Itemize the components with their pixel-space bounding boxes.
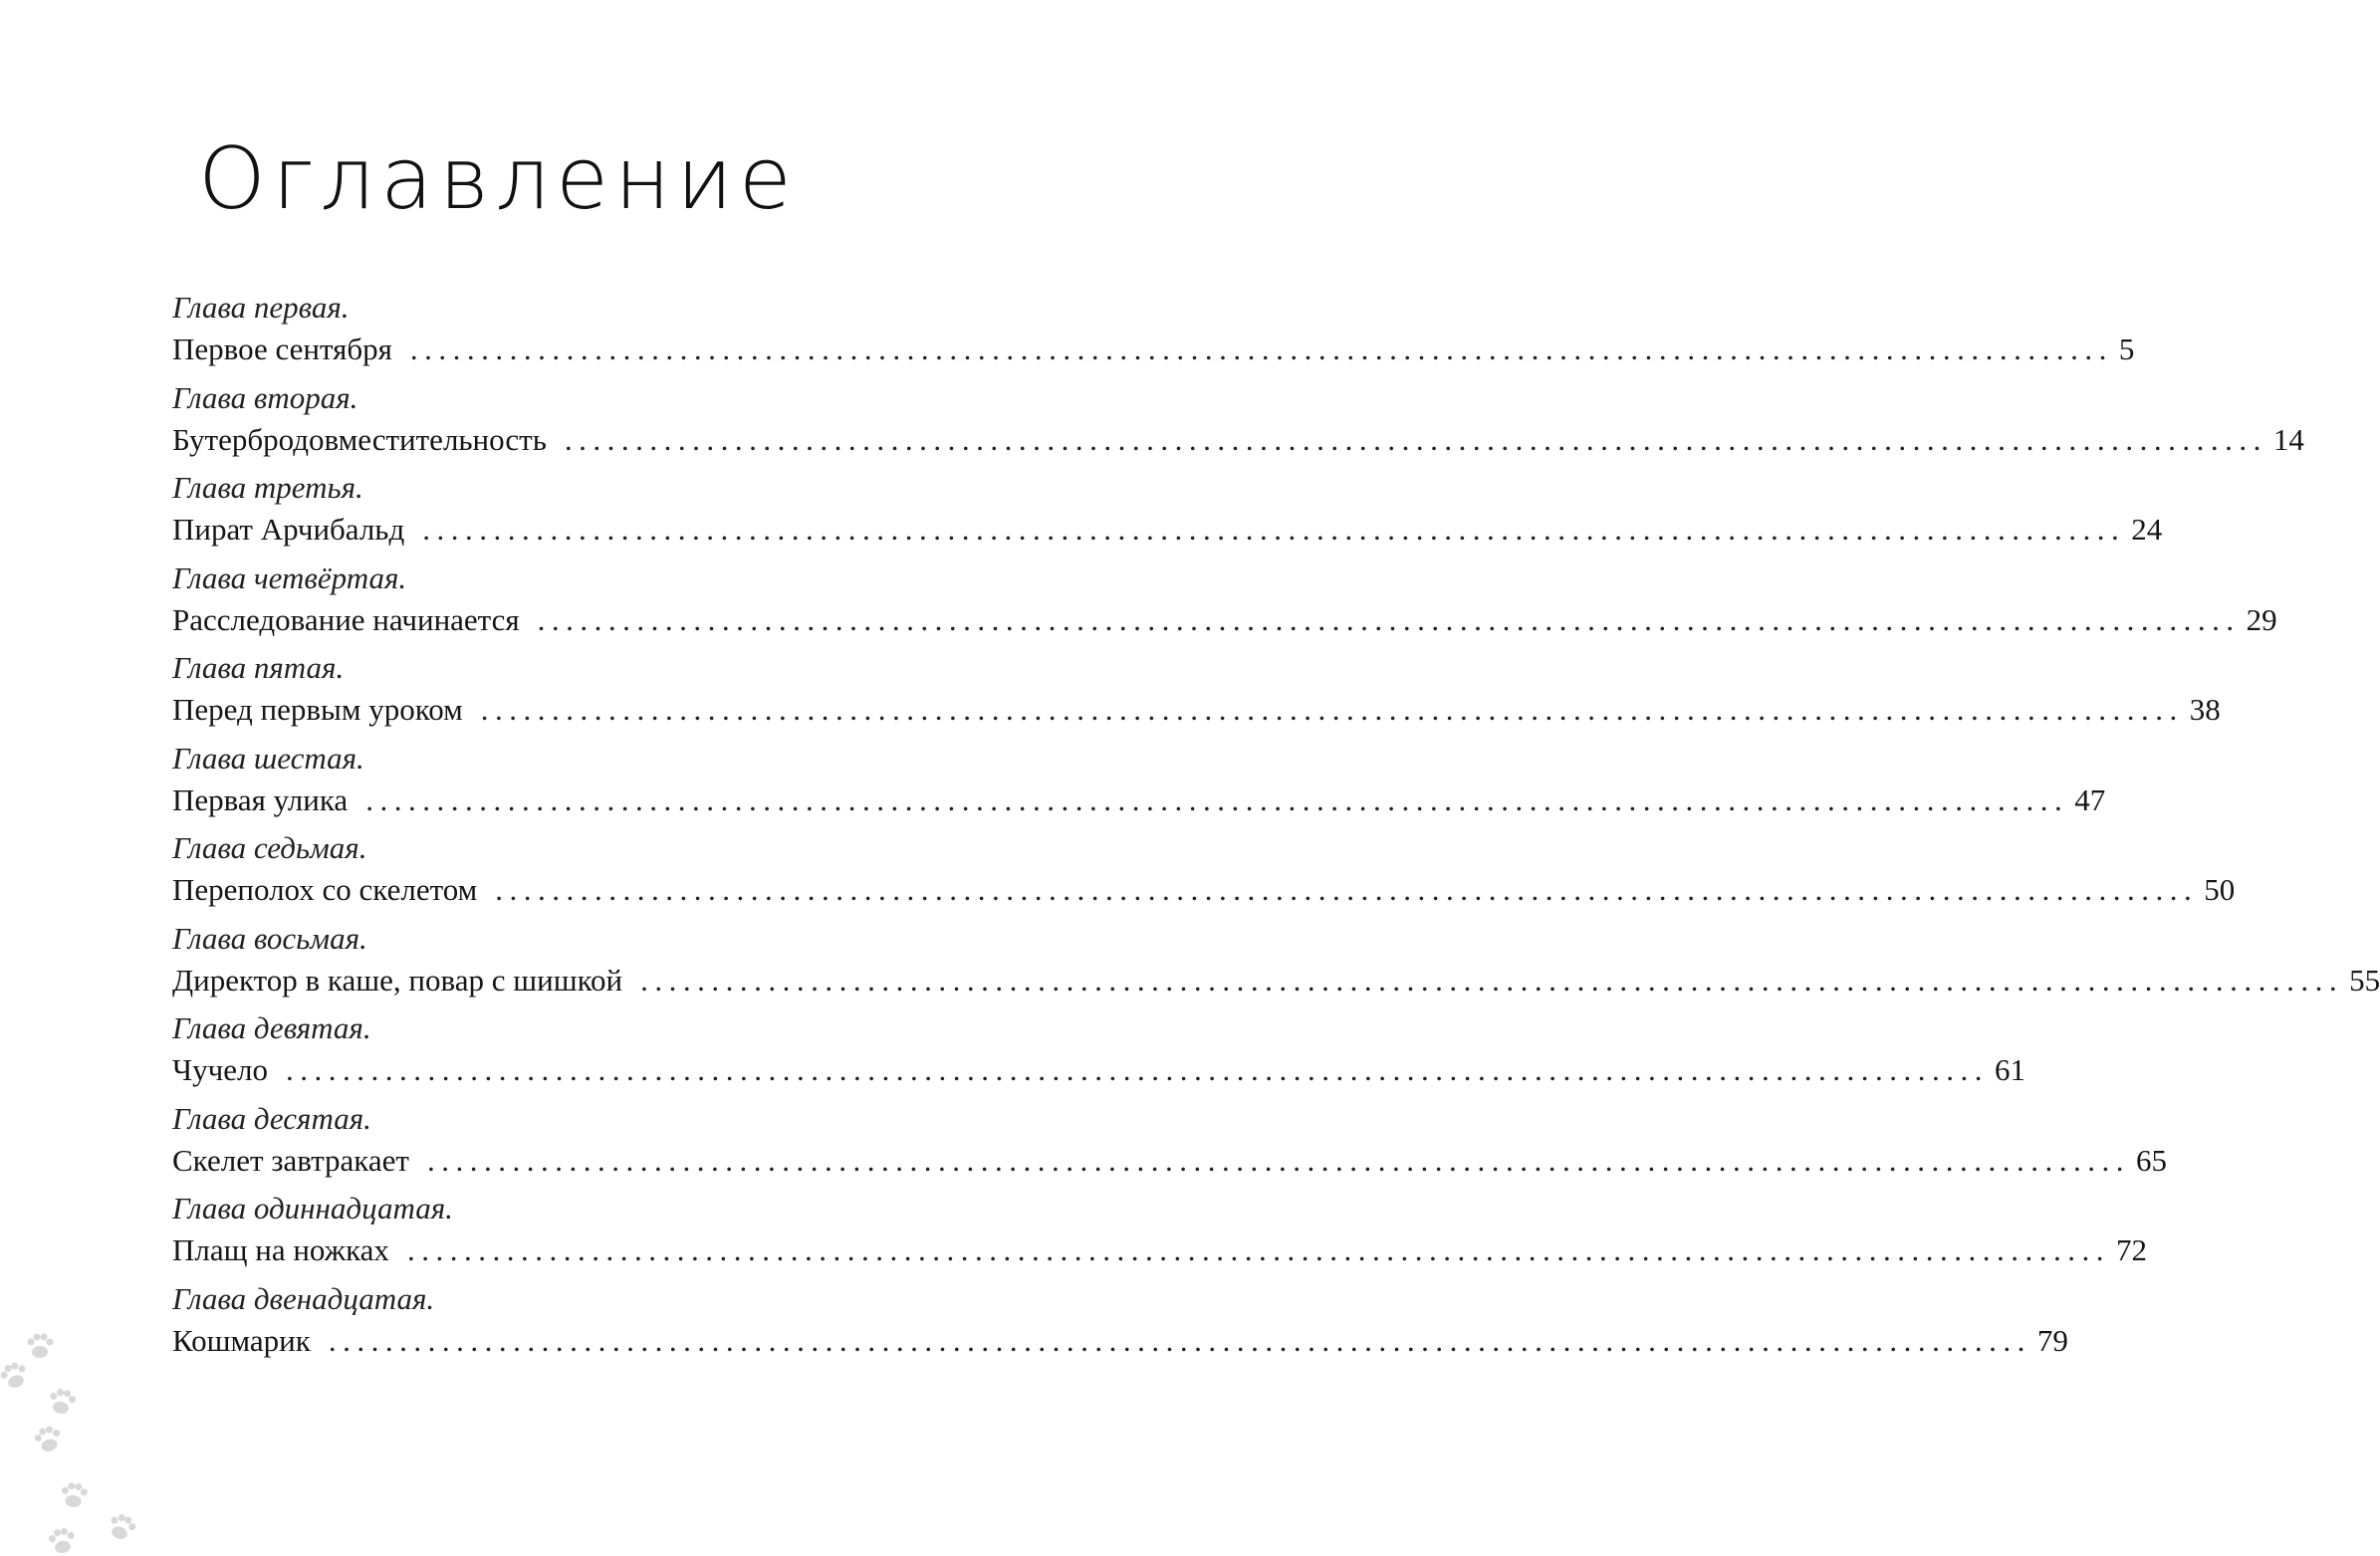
page-number: 14 bbox=[2272, 421, 2304, 457]
dot-leader: ........................................................................................................................ bbox=[564, 421, 2267, 457]
paw-prints-icon bbox=[0, 1314, 159, 1556]
dot-leader: ........................................................................................................................ bbox=[640, 962, 2344, 998]
dot-leader: ........................................................................................................................ bbox=[409, 332, 2113, 366]
dot-leader: ........................................................................................................................ bbox=[426, 1142, 2130, 1178]
toc-entry[interactable] bbox=[172, 1100, 2167, 1191]
page-number: 61 bbox=[1994, 1052, 2025, 1087]
toc-entry[interactable] bbox=[172, 649, 2221, 740]
chapter-title: Бутербродовместительность bbox=[172, 421, 547, 457]
chapter-title: Перед первым уроком bbox=[172, 692, 463, 727]
toc-entry[interactable] bbox=[172, 1190, 2147, 1280]
title-block bbox=[0, 129, 996, 229]
chapter-label: Глава вторая. bbox=[172, 379, 358, 415]
toc-entry[interactable] bbox=[172, 469, 2163, 559]
dot-leader: ........................................................................................................................ bbox=[422, 512, 2126, 547]
chapter-label: Глава седьмая. bbox=[172, 830, 367, 865]
toc-entry[interactable] bbox=[172, 559, 2277, 650]
toc-entry[interactable] bbox=[172, 740, 2106, 830]
chapter-label: Глава восьмая. bbox=[172, 920, 367, 956]
toc-entry[interactable] bbox=[172, 289, 2135, 379]
page-number: 24 bbox=[2131, 512, 2163, 547]
chapter-label: Глава первая. bbox=[172, 290, 350, 325]
chapter-title: Расследование начинается bbox=[172, 601, 520, 637]
page-number: 38 bbox=[2189, 692, 2221, 727]
dot-leader: ........................................................................................................................ bbox=[406, 1232, 2110, 1267]
dot-leader: ........................................................................................................................ bbox=[328, 1322, 2031, 1358]
page-number: 65 bbox=[2135, 1142, 2167, 1178]
page-number: 47 bbox=[2074, 781, 2106, 817]
chapter-label: Глава шестая. bbox=[172, 740, 364, 776]
dot-leader: ........................................................................................................................ bbox=[495, 872, 2199, 907]
page-number: 72 bbox=[2115, 1232, 2147, 1267]
page-title: Оглавление bbox=[198, 129, 798, 229]
page-number: 29 bbox=[2246, 601, 2277, 637]
chapter-label: Глава одиннадцатая. bbox=[172, 1191, 453, 1225]
chapter-label: Глава пятая. bbox=[172, 650, 345, 685]
dot-leader: ........................................................................................................................ bbox=[285, 1052, 1989, 1087]
chapter-label: Глава четвёртая. bbox=[172, 559, 407, 595]
toc-entry[interactable] bbox=[172, 1009, 2025, 1100]
chapter-title: Скелет завтракает bbox=[172, 1142, 409, 1178]
toc-entry[interactable] bbox=[172, 829, 2236, 920]
chapter-title: Переполох со скелетом bbox=[172, 872, 478, 907]
chapter-title: Чучело bbox=[172, 1052, 268, 1087]
page-number: 50 bbox=[2204, 872, 2236, 907]
page-number: 55 bbox=[2349, 962, 2380, 998]
page-number: 5 bbox=[2118, 332, 2135, 366]
dot-leader: ........................................................................................................................ bbox=[537, 601, 2241, 637]
dot-leader: ........................................................................................................................ bbox=[480, 692, 2184, 727]
chapter-label: Глава третья. bbox=[172, 470, 363, 505]
dot-leader: ........................................................................................................................ bbox=[365, 781, 2069, 817]
toc-entry[interactable] bbox=[172, 920, 2380, 1010]
table-of-contents bbox=[172, 289, 2380, 1370]
chapter-title: Плащ на ножках bbox=[172, 1232, 389, 1267]
chapter-title: Первая улика bbox=[172, 781, 349, 817]
chapter-title: Кошмарик bbox=[172, 1322, 311, 1358]
toc-entry[interactable] bbox=[172, 1280, 2068, 1371]
chapter-title: Первое сентября bbox=[172, 332, 392, 366]
page-number: 79 bbox=[2036, 1322, 2068, 1358]
chapter-label: Глава двенадцатая. bbox=[172, 1280, 435, 1316]
chapter-title: Пират Арчибальд bbox=[172, 512, 405, 547]
toc-entry[interactable] bbox=[172, 379, 2304, 470]
chapter-title: Директор в каше, повар с шишкой bbox=[172, 962, 623, 998]
chapter-label: Глава десятая. bbox=[172, 1100, 371, 1136]
chapter-label: Глава девятая. bbox=[172, 1010, 371, 1045]
